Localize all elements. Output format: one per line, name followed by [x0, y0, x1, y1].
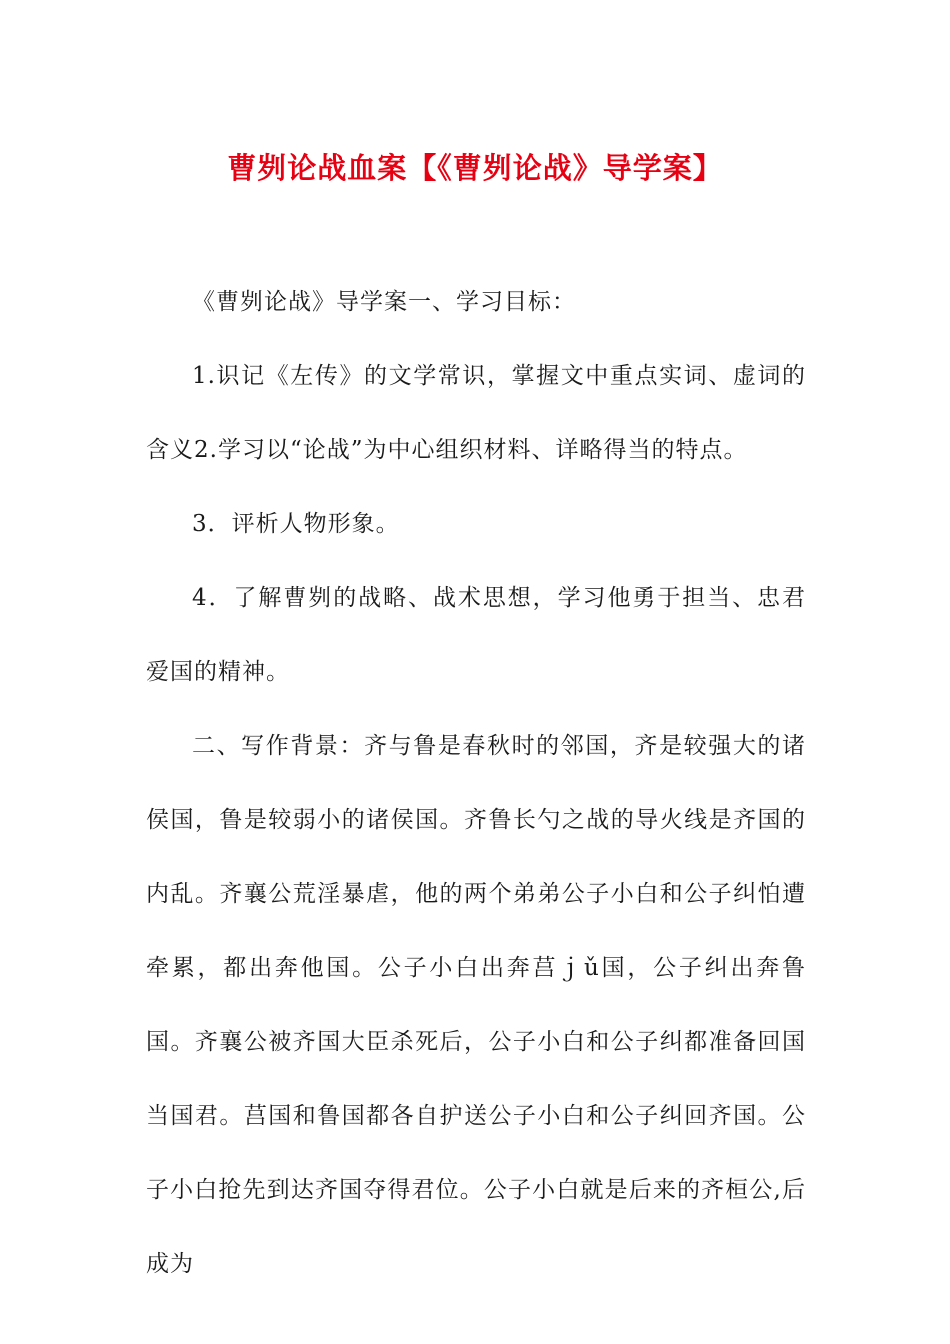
paragraph-goal-3: 3．评析人物形象。	[192, 511, 400, 537]
document-title: 曹刿论战血案【《曹刿论战》导学案】	[227, 151, 723, 185]
paragraph-goal-1-2: 1.识记《左传》的文学常识，掌握文中重点实词、虚词的含义2.学习以“论战”为中心组织材料、详略得当的特点。	[146, 363, 806, 463]
paragraph-background: 二、写作背景：齐与鲁是春秋时的邻国，齐是较强大的诸侯国，鲁是较弱小的诸侯国。齐鲁长勺之战的导火线是齐国的内乱。齐襄公荒淫暴虐，他的两个弟弟公子小白和公子纠怕遭牵累，都出奔他国。公子小白出奔莒ｊǔ国，公子纠出奔鲁国。齐襄公被齐国大臣杀死后，公子小白和公子纠都准备回国当国君。莒国和鲁国都各自护送公子小白和公子纠回齐国。公子小白抢先到达齐国夺得君位。公子小白就是后来的齐桓公,后成为	[146, 733, 806, 1277]
document-body	[146, 265, 806, 1301]
paragraph-learning-goals-heading: 《曹刿论战》导学案一、学习目标：	[192, 289, 576, 315]
paragraph-goal-4: 4．了解曹刿的战略、战术思想，学习他勇于担当、忠君爱国的精神。	[146, 585, 806, 685]
